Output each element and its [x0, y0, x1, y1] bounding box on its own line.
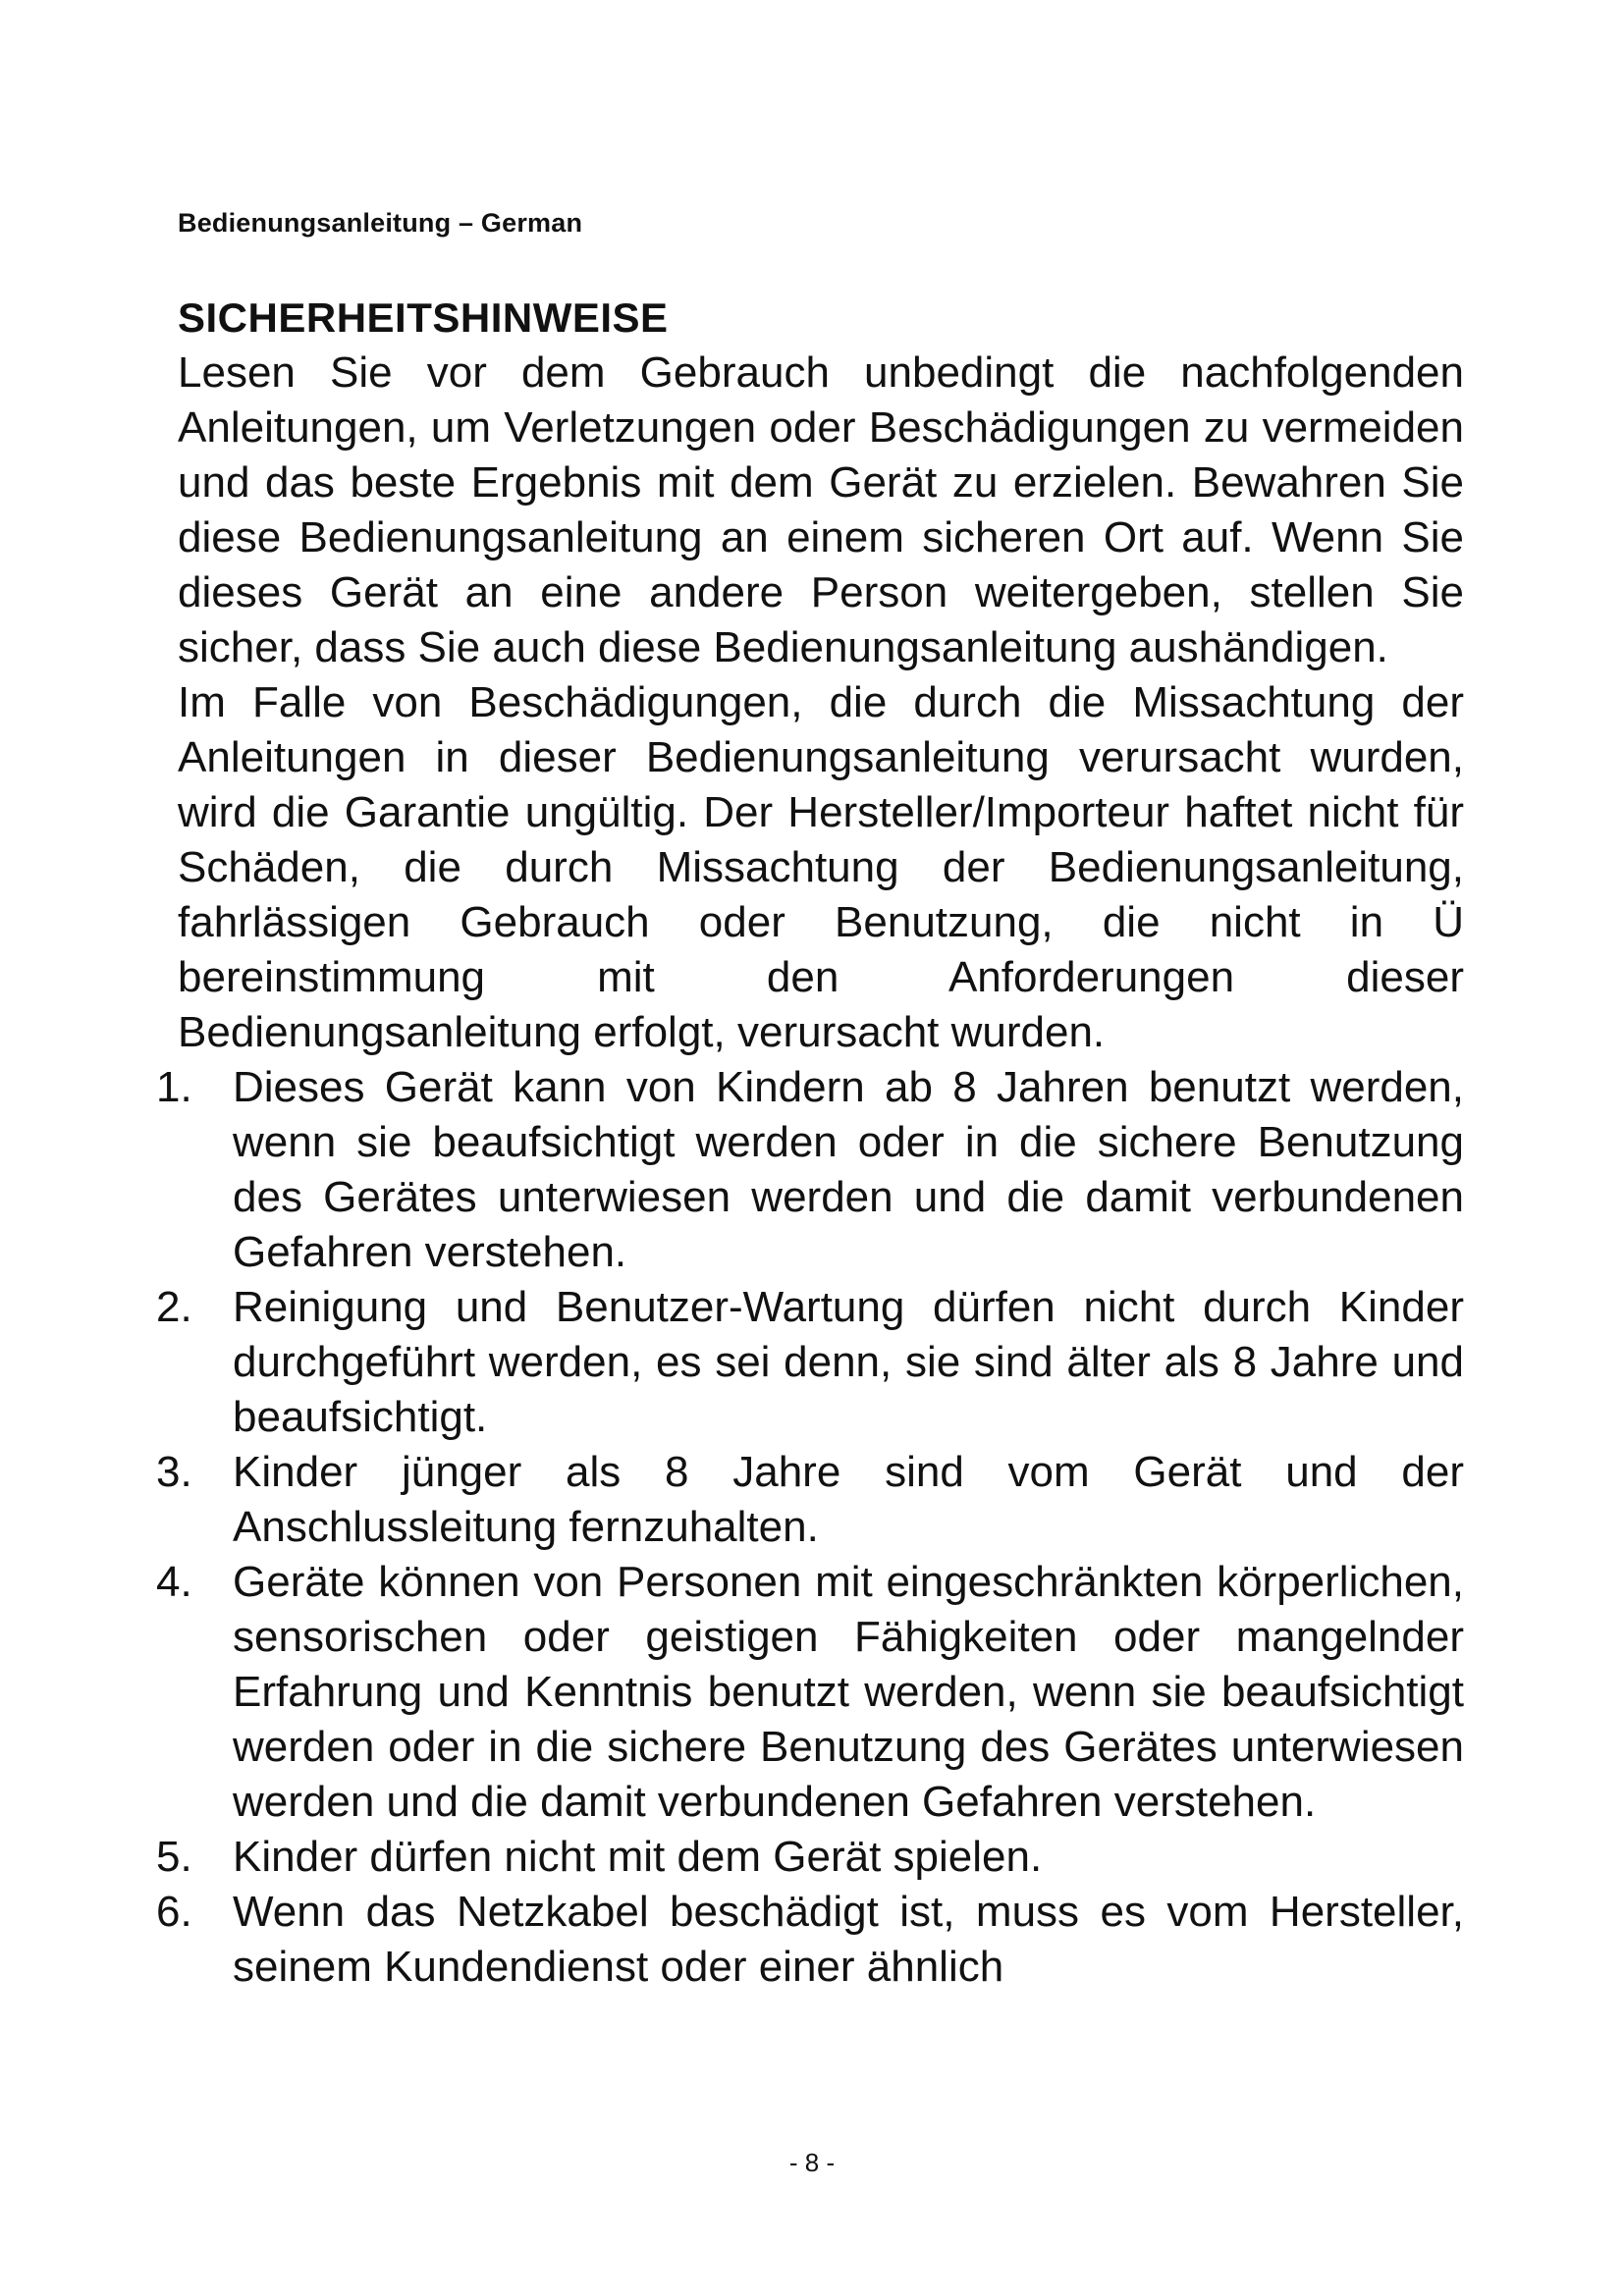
list-item-number: 2. — [156, 1283, 192, 1331]
section-title: SICHERHEITSHINWEISE — [178, 294, 669, 341]
list-item-text: Dieses Gerät kann von Kindern ab 8 Jahren benutzt werden, wenn sie beaufsichtigt werden oder in die sichere Benutzung des Gerätes unterwiesen werden und die damit verbundenen Gefahren verstehen. — [233, 1063, 1464, 1276]
list-item-text: Kinder jünger als 8 Jahre sind vom Gerät und der Anschlussleitung fernzuhalten. — [233, 1448, 1464, 1551]
list-item-number: 4. — [156, 1558, 192, 1606]
list-item-number: 6. — [156, 1888, 192, 1936]
list-item — [156, 1555, 1464, 1830]
safety-list — [156, 1060, 1464, 1995]
list-item-text: Wenn das Netzkabel beschädigt ist, muss es vom Hersteller, seinem Kundendienst oder einer ähnlich — [233, 1888, 1464, 1991]
list-item — [156, 1445, 1464, 1555]
list-item-text: Geräte können von Personen mit eingeschränkten körperlichen, sensorischen oder geistigen Fähigkeiten oder mangelnder Erfahrung und Kenntnis benutzt werden, wenn sie beaufsichtigt werden oder in die sichere Benutzung des Gerätes unterwiesen werden und die damit verbundenen Gefahren verstehen. — [233, 1558, 1464, 1826]
warranty-paragraph: Im Falle von Beschädigungen, die durch die Missachtung der Anleitungen in dieser Bedienungsanleitung verursacht wurden, wird die Garantie ungültig. Der Hersteller/Importeur haftet nicht für Schäden, die durch Missachtung der Bedienungsanleitung, fahrlässigen Gebrauch oder Benutzung, die nicht in Ü bereinstimmung mit den Anforderungen dieser Bedienungsanleitung erfolgt, verursacht wurden. — [178, 678, 1464, 1056]
safety-section — [156, 291, 1464, 1995]
intro-paragraph: Lesen Sie vor dem Gebrauch unbedingt die nachfolgenden Anleitungen, um Verletzungen oder Beschädigungen zu vermeiden und das beste Ergebnis mit dem Gerät zu erzielen. Bewahren Sie diese Bedienungsanleitung an einem sicheren Ort auf. Wenn Sie dieses Gerät an eine andere Person weitergeben, stellen Sie sicher, dass Sie auch diese Bedienungsanleitung aushändigen. — [178, 348, 1464, 671]
list-item-text: Kinder dürfen nicht mit dem Gerät spielen. — [233, 1833, 1043, 1881]
list-item-text: Reinigung und Benutzer-Wartung dürfen nicht durch Kinder durchgeführt werden, es sei denn, sie sind älter als 8 Jahre und beaufsichtigt. — [233, 1283, 1464, 1441]
page-number: - 8 - — [788, 2148, 836, 2177]
list-item — [156, 1060, 1464, 1280]
list-item — [156, 1830, 1464, 1885]
list-item-number: 3. — [156, 1448, 192, 1496]
list-item — [156, 1280, 1464, 1445]
list-item-number: 1. — [156, 1063, 192, 1111]
list-item — [156, 1885, 1464, 1995]
list-item-number: 5. — [156, 1833, 192, 1881]
running-header: Bedienungsanleitung – German — [178, 208, 583, 238]
